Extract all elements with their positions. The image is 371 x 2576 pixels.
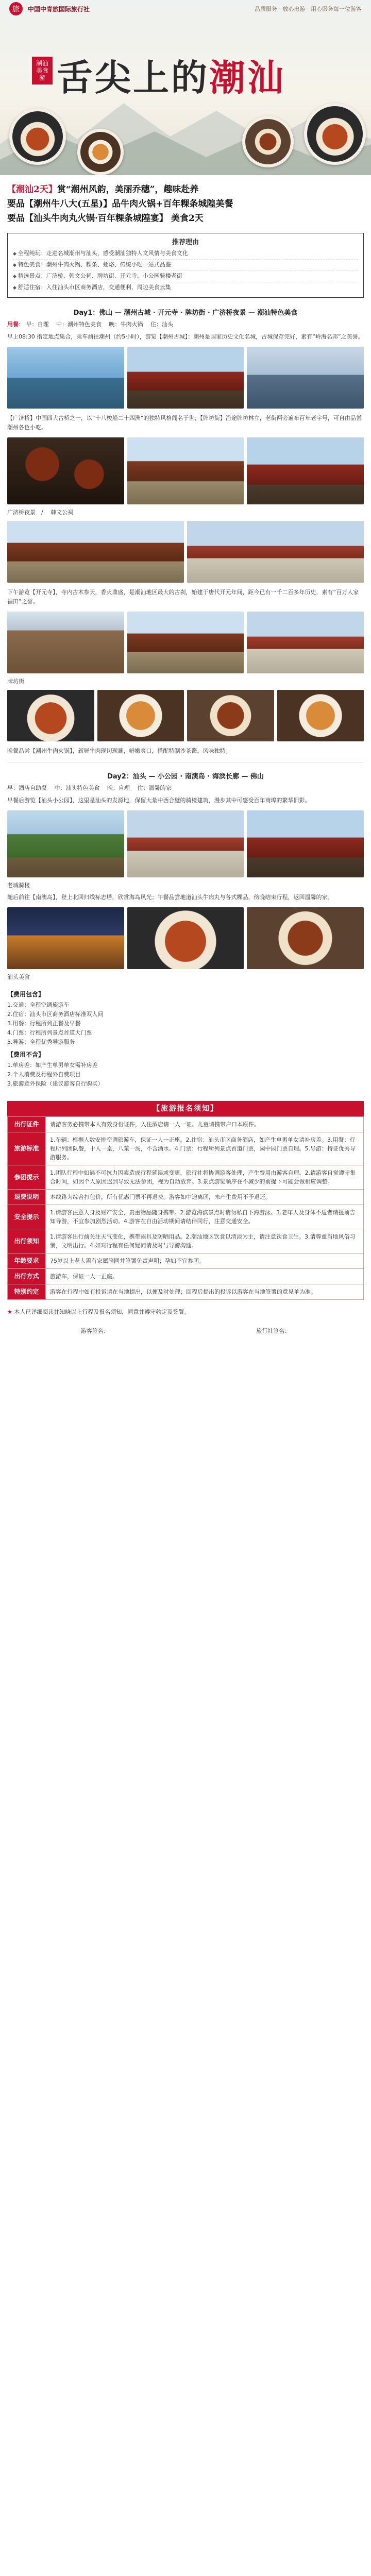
terms-row <box>8 1269 364 1284</box>
signature-line <box>0 1323 371 1345</box>
agency-signature-label: 旅行社签名： <box>256 1328 291 1334</box>
scenic-photo <box>247 347 364 409</box>
terms-row <box>8 1253 364 1269</box>
terms-key: 退费说明 <box>8 1190 46 1205</box>
terms-value: 游客在行程中如有投诉请在当地提出，以便及时处理；回程后提出的投诉以游客在当地签署的意见单为准。 <box>46 1284 364 1300</box>
day2-photo-row <box>0 904 371 972</box>
recommendation-item: ◆ 舒适住宿：入住汕头市区商务酒店，交通便利，周边美食云集 <box>13 282 358 293</box>
title-tag: 【潮汕2天】 <box>7 184 57 195</box>
title-line-2: 要品【潮州牛八大(五星)】品牛肉火锅+百年粿条城隍美餐 <box>7 199 233 209</box>
terms-value: 1.请游客注意人身及财产安全，贵重物品随身携带。2.游览海滨景点时请勿私自下海游泳。3.老年人及身体不适者请提前告知导游，不宜参加剧烈活动。4.游客在自由活动期间请结伴同行，注意交通安全。 <box>46 1205 364 1229</box>
banner-calligraphy <box>57 49 285 101</box>
recommendation-item: ◆ 精选景点：广济桥、韩文公祠、牌坊街、开元寺、小公园骑楼老街 <box>13 270 358 282</box>
terms-row <box>8 1229 364 1253</box>
terms-key: 参团提示 <box>8 1165 46 1190</box>
day2-photo-row <box>0 807 371 880</box>
recommendation-item: ◆ 特色美食：潮州牛肉火锅、粿条、蚝烙、传统小吃一站式品鉴 <box>13 259 358 270</box>
terms-key: 出行方式 <box>8 1269 46 1284</box>
terms-row <box>8 1132 364 1165</box>
food-photo <box>247 907 364 969</box>
terms-value: 75岁以上老人需有家属陪同并签署免责声明；孕妇不宜参团。 <box>46 1253 364 1269</box>
scenic-photo <box>7 907 124 969</box>
terms-key: 出行须知 <box>8 1229 46 1253</box>
cost-include-item: 1.交通：全程空调旅游车 <box>7 1002 70 1008</box>
scenic-photo <box>247 437 364 504</box>
day2-breakfast: 早：酒店自助餐 <box>7 785 47 791</box>
footer-note <box>0 1300 371 1323</box>
terms-key: 旅游标准 <box>8 1132 46 1165</box>
cost-exclude-heading: 【费用不含】 <box>7 1051 45 1058</box>
cost-include-item: 4.门票：行程所列景点首道大门票 <box>7 1029 92 1036</box>
day1-paragraph: 【广济桥】中国四大古桥之一，以“十八梭船二十四洲”的独特风格闻名于世；【牌坊街】沿途牌坊林立，老街两旁遍布百年老字号，可自由品尝潮州各色小吃。 <box>7 415 362 431</box>
day1-dinner: 晚：牛肉火锅 <box>109 321 143 328</box>
day2-paragraph: 随后前往【南澳岛】，登上北回归线标志塔，欣赏海岛风光；午餐品尝地道汕头牛肉丸与各式粿品，傍晚结束行程，返回温馨的家。 <box>7 894 333 901</box>
terms-row <box>8 1117 364 1132</box>
tour-title <box>0 175 371 229</box>
scenic-photo <box>247 612 364 673</box>
terms-key: 安全提示 <box>8 1205 46 1229</box>
terms-row <box>8 1284 364 1300</box>
cost-include-item: 2.住宿：汕头市区商务酒店标准双人间 <box>7 1011 104 1018</box>
food-plate-image <box>9 108 66 165</box>
day1-photo-row <box>0 608 371 676</box>
scenic-photo <box>7 521 184 583</box>
terms-value: 本线路为综合打包价，所有优惠门票不再退费。游客如中途离团，未产生费用不予退还。 <box>46 1190 364 1205</box>
calligraphy-text-b: 潮汕 <box>209 56 285 99</box>
day1-paragraph: 早上08:30 指定地点集合，乘车前往潮州（约5小时），游览【潮州古城】：潮州是国家历史文化名城，古城保存完好，素有“岭海名邦”之美誉。 <box>7 333 364 340</box>
terms-key: 特别约定 <box>8 1284 46 1300</box>
food-photo <box>97 690 184 741</box>
tourist-signature-label: 游客签名： <box>80 1328 109 1334</box>
caption-text: 韩文公祠 <box>50 509 74 516</box>
recommendation-box <box>7 233 364 298</box>
scenic-photo <box>127 437 244 504</box>
seal-stamp: 潮汕美食游 <box>32 57 53 84</box>
food-plate-image <box>304 103 366 165</box>
scenic-photo <box>127 612 244 673</box>
header-banner <box>0 0 371 175</box>
day1-hotel: 住：汕头 <box>150 321 173 328</box>
agency-slogan: 品质服务 · 放心出游 · 用心服务每一位游客 <box>255 6 362 12</box>
scenic-photo <box>187 521 364 583</box>
day1-photo-row <box>0 518 371 586</box>
terms-value: 1.请游客出行前关注天气变化，携带雨具及防晒用品。2.潮汕地区饮食以清淡为主，请注意饮食卫生。3.请尊重当地风俗习惯，文明出行。4.如对行程有任何疑问请及时与导游沟通。 <box>46 1229 364 1253</box>
terms-value: 旅游车，保证一人一正座。 <box>46 1269 364 1284</box>
cost-exclude-item: 2.个人消费及行程外自费项目 <box>7 1071 81 1078</box>
day2-paragraph: 早餐后游览【汕头小公园】，这里是汕头的发源地，保留大量中西合璧的骑楼建筑，漫步其中可感受百年商埠的繁华旧影。 <box>7 797 311 804</box>
photo-caption: 汕头美食 <box>7 974 30 980</box>
cost-include-item: 5.导游：全程优秀导游服务 <box>7 1039 75 1045</box>
title-line-1: 赏“潮州风韵，美丽乔穗”，趣味赴养 <box>57 184 199 195</box>
day1-heading: Day1：佛山 — 潮州古城 · 开元寺 · 牌坊街 · 广济桥夜景 — 潮汕特色美食 <box>73 309 298 317</box>
food-photo <box>7 437 124 504</box>
day1-breakfast: 早：自理 <box>26 321 49 328</box>
scenic-photo <box>127 810 244 877</box>
scenic-photo <box>7 347 124 409</box>
day2-meals <box>0 783 371 794</box>
photo-caption: 广济桥夜景 / 韩文公祠 <box>7 509 74 516</box>
scenic-photo <box>127 347 244 409</box>
meals-label: 用餐： <box>7 321 24 328</box>
cost-exclude-item: 1.单房差：如产生单男单女需补房差 <box>7 1062 98 1069</box>
terms-value: 1.车辆：根据人数安排空调旅游车，保证一人一正座。2.住宿：汕头市区商务酒店，如产生单男单女请补房差。3.用餐：行程所列团队餐，十人一桌，八菜一汤，不含酒水。4.门票：行程所列景点首道门票，园中园门票自理。5.导游：持证优秀导游服务。 <box>46 1132 364 1165</box>
terms-key: 年龄要求 <box>8 1253 46 1269</box>
day2-hotel: 住：温馨的家 <box>137 785 172 791</box>
tour-title-text <box>7 182 364 226</box>
day2-lunch: 中：汕头特色美食 <box>54 785 100 791</box>
cost-notes <box>0 982 371 1093</box>
recommendation-list <box>13 248 358 293</box>
cost-include-item: 3.用餐：行程所列正餐及早餐 <box>7 1020 81 1027</box>
day2-heading: Day2：汕头 — 小公园 · 南澳岛 · 海滨长廊 — 佛山 <box>107 773 264 781</box>
terms-key: 出行证件 <box>8 1117 46 1132</box>
day1-lunch: 中：潮州特色美食 <box>56 321 102 328</box>
star-icon: ★ <box>7 1309 12 1315</box>
photo-caption: 老城骑楼 <box>7 882 30 889</box>
recommendation-title: 推荐理由 <box>172 239 199 246</box>
cost-exclude-item: 3.旅游意外保险（建议游客自行购买） <box>7 1080 104 1087</box>
scenic-photo <box>247 810 364 877</box>
scenic-photo <box>7 810 124 877</box>
day1-paragraph: 下午游览【开元寺】，寺内古木参天，香火鼎盛，是潮汕地区最大的古刹，始建于唐代开元年间，距今已有一千二百多年历史，素有“百万人家福田”之誉。 <box>7 589 359 605</box>
terms-value: 请游客务必携带本人有效身份证件，入住酒店请一人一证。儿童请携带户口本原件。 <box>46 1117 364 1132</box>
food-plate-image <box>77 129 124 175</box>
terms-row <box>8 1165 364 1190</box>
terms-row <box>8 1190 364 1205</box>
cost-include-heading: 【费用包含】 <box>7 991 45 998</box>
terms-row <box>8 1205 364 1229</box>
food-plate-image <box>242 116 294 167</box>
agency-logo-icon: 旅 <box>9 2 23 15</box>
agency-name: 中国中青旅国际旅行社 <box>28 5 90 13</box>
photo-caption: 牌坊街 <box>7 678 24 685</box>
food-photo <box>187 690 274 741</box>
caption-text: 广济桥夜景 <box>7 509 36 516</box>
day2-dinner: 晚：自理 <box>107 785 130 791</box>
signup-notice-bar: 【旅游报名须知】 <box>7 1101 364 1116</box>
day1-photo-row <box>0 434 371 507</box>
food-photo <box>7 690 94 741</box>
scenic-photo <box>7 612 124 673</box>
day1-meals <box>0 319 371 330</box>
day1-paragraph: 晚餐品尝【潮州牛肉火锅】，新鲜牛肉现切现涮，鲜嫩爽口，搭配特制沙茶酱，风味独特。 <box>7 748 231 754</box>
title-line-3: 要品【汕头牛肉丸火锅·百年粿条城隍宴】 美食2天 <box>7 213 204 224</box>
footer-text: 本人已详细阅读并知晓以上行程及报名须知，同意并遵守约定及签署。 <box>14 1309 190 1315</box>
terms-value: 1.团队行程中如遇不可抗力因素造成行程延误或变更，旅行社将协调游客处理，产生费用由游客自理。2.请游客自觉遵守集合时间，如因个人原因迟到导致无法参团，视为自动放弃。3.景点游览顺序在不减少的前提下可能会做相应调整。 <box>46 1165 364 1190</box>
day1-photo-row <box>0 687 371 744</box>
calligraphy-text-a: 舌尖上的 <box>57 56 209 99</box>
recommendation-item: ◆ 全程纯玩：走进名城潮州与汕头，感受潮汕独特人文风情与美食文化 <box>13 248 358 259</box>
day1-photo-row <box>0 344 371 412</box>
signup-terms-table <box>7 1116 364 1300</box>
food-photo <box>127 907 244 969</box>
food-photo <box>277 690 364 741</box>
top-bar <box>0 0 371 18</box>
